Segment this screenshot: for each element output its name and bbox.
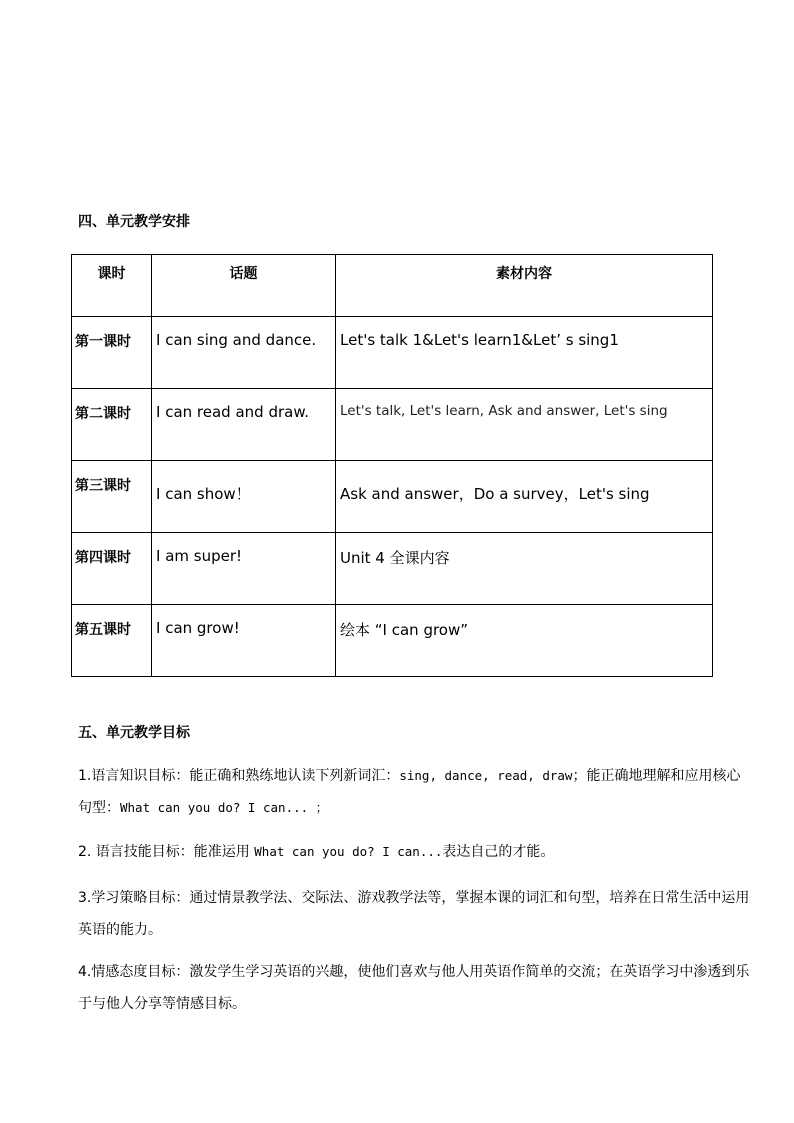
lesson-plan-table: [71, 254, 713, 677]
header-lesson: 课时: [72, 255, 152, 317]
material-cell: Ask and answer，Do a survey，Let's sing: [336, 461, 713, 533]
table-row: [72, 533, 713, 605]
section-heading-goals: 五、单元教学目标: [78, 725, 190, 741]
goal2-pattern: What can you do? I can...: [254, 844, 443, 859]
lesson-cell: 第三课时: [72, 461, 152, 533]
header-topic: 话题: [152, 255, 336, 317]
goal1-words: sing, dance, read, draw: [399, 768, 573, 783]
goal-emotional-attitude: 4.情感态度目标：激发学生学习英语的兴趣，使他们喜欢与他人用英语作简单的交流；在英语学习中渗透到乐于与他人分享等情感目标。: [78, 964, 750, 1012]
table-row: [72, 389, 713, 461]
goal2-prefix: 2. 语言技能目标：能准运用: [78, 844, 255, 860]
goal2-suffix: 表达自己的才能。: [442, 844, 555, 860]
material-cell: Unit 4 全课内容: [336, 533, 713, 605]
goal1-mid: ；能正确地理解和应用核心句型：: [78, 768, 741, 816]
lesson-cell: 第二课时: [72, 389, 152, 461]
header-material: 素材内容: [336, 255, 713, 317]
goal1-pattern: What can you do? I can... ；: [120, 800, 329, 815]
lesson-cell: 第四课时: [72, 533, 152, 605]
material-cell: Let's talk, Let's learn, Ask and answer, Let's sing: [336, 389, 713, 461]
table-row: [72, 317, 713, 389]
table-header-row: [72, 255, 713, 317]
topic-cell: I am super!: [152, 533, 336, 605]
goal-learning-strategy: 3.学习策略目标：通过情景教学法、交际法、游戏教学法等，掌握本课的词汇和句型，培养在日常生活中运用英语的能力。: [78, 890, 750, 938]
table-row: [72, 461, 713, 533]
lesson-cell: 第一课时: [72, 317, 152, 389]
goal-language-knowledge: [78, 760, 750, 824]
section-heading-arrangement: 四、单元教学安排: [78, 214, 190, 230]
table-row: [72, 605, 713, 677]
topic-cell: I can read and draw.: [152, 389, 336, 461]
goal-language-skill: [78, 836, 750, 868]
material-cell: 绘本 “I can grow”: [336, 605, 713, 677]
material-cell: Let's talk 1&Let's learn1&Let’ s sing1: [336, 317, 713, 389]
topic-cell: I can grow!: [152, 605, 336, 677]
topic-cell: I can sing and dance.: [152, 317, 336, 389]
lesson-cell: 第五课时: [72, 605, 152, 677]
goal1-prefix: 1.语言知识目标：能正确和熟练地认读下列新词汇：: [78, 768, 400, 784]
topic-cell: I can show！: [152, 461, 336, 533]
